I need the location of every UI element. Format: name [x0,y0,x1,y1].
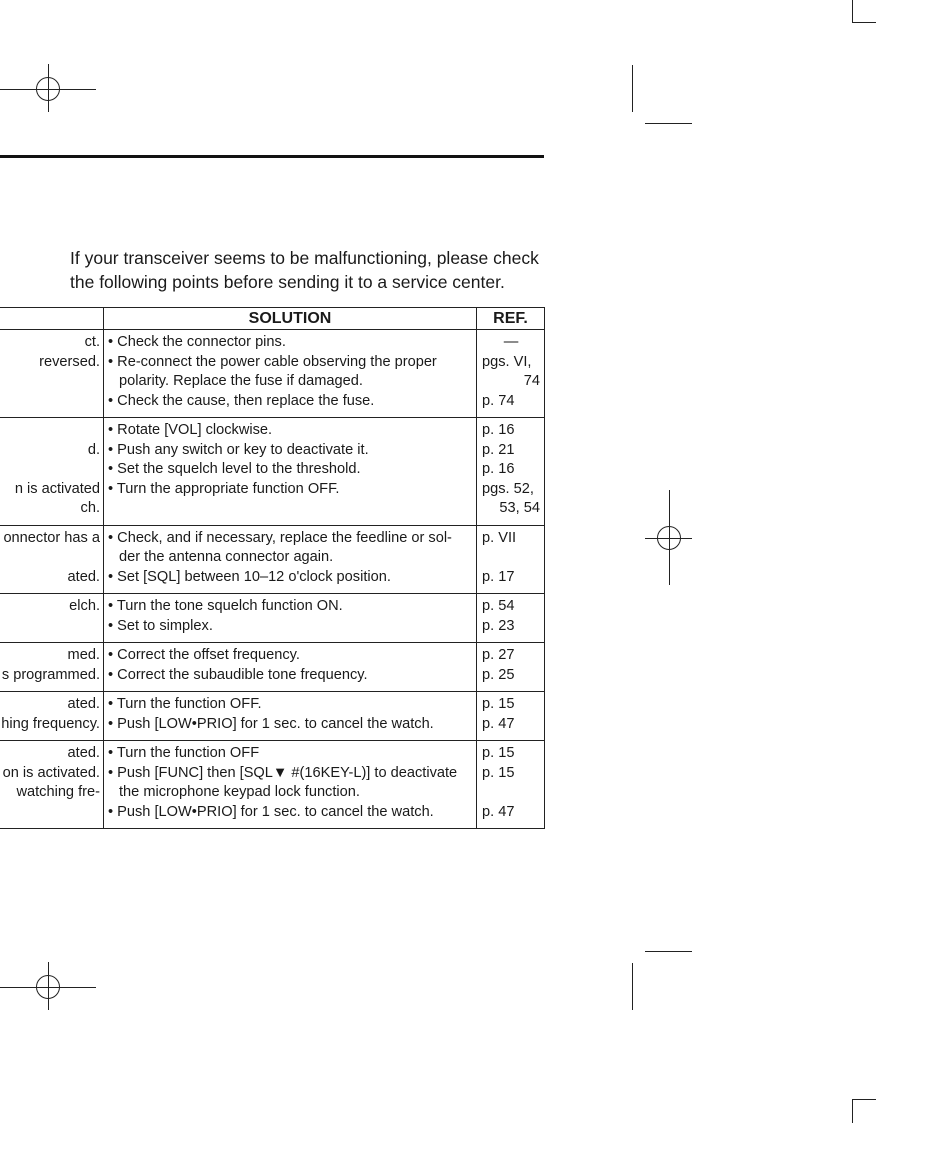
ref-line: p. 47 [482,715,515,732]
solution-line: • Turn the function OFF. [108,696,262,712]
problem-line: watching fre- [16,784,100,800]
table-row [0,525,545,594]
ref-line: — [503,334,519,350]
table-row [0,594,545,643]
solution-line: • Turn the appropriate function OFF. [108,480,340,497]
header-problem [0,308,104,330]
problem-cell [0,692,104,741]
solution-cell [104,643,477,692]
problem-line: on is activated. [2,764,100,781]
problem-line: ated. [67,745,100,761]
problem-line: elch. [69,598,100,614]
ref-line: pgs. VI, [482,353,532,370]
ref-line [482,783,540,803]
problem-cell [0,418,104,526]
ref-cell [477,643,545,692]
ref-line: p. 15 [482,745,515,761]
solution-line: • Set the squelch level to the threshold. [108,461,361,477]
solution-line: • Turn the function OFF [108,745,260,761]
ref-line: p. VII [482,529,517,546]
problem-line: d. [87,441,100,458]
ref-cell [477,741,545,829]
table-row [0,741,545,829]
solution-line: • Push [FUNC] then [SQL▼ #(16KEY-L)] to deactivate [108,764,458,781]
ref-line: p. 21 [482,441,515,458]
solution-cell [104,692,477,741]
solution-line: the microphone keypad lock function. [119,784,360,800]
problem-line: s programmed. [1,666,100,683]
problem-line: hing frequency. [1,715,100,732]
ref-line: p. 27 [482,647,515,663]
problem-line [1,803,100,823]
solution-line: • Set to simplex. [108,617,213,634]
solution-line: • Push [LOW•PRIO] for 1 sec. to cancel the watch. [108,803,434,820]
solution-line: • Turn the tone squelch function ON. [108,598,343,614]
ref-cell [477,692,545,741]
ref-line: 74 [523,373,540,389]
problem-line: onnector has a [3,529,100,546]
solution-line: • Correct the subaudible tone frequency. [108,666,368,683]
problem-line: ct. [84,334,100,350]
problem-cell [0,643,104,692]
ref-line: pgs. 52, [482,480,534,497]
header-solution: SOLUTION [104,308,477,330]
solution-line: • Push any switch or key to deactivate it. [108,441,369,458]
ref-line: p. 23 [482,617,515,634]
problem-line [1,617,100,637]
problem-cell [0,741,104,829]
ref-cell [477,418,545,526]
header-rule [0,155,544,158]
problem-line: n is activated [14,480,100,497]
solution-line: • Set [SQL] between 10–12 o'clock position. [108,568,391,585]
solution-cell [104,330,477,418]
problem-line [1,548,100,568]
problem-line [1,392,100,412]
troubleshooting-table [0,307,545,829]
solution-line: • Rotate [VOL] clockwise. [108,422,273,438]
problem-cell [0,594,104,643]
problem-line: ated. [67,696,100,712]
solution-line: polarity. Replace the fuse if damaged. [119,373,363,389]
solution-cell [104,594,477,643]
solution-line: • Check, and if necessary, replace the feedline or sol- [108,529,452,546]
ref-line: p. 16 [482,422,515,438]
intro-text [70,246,550,294]
solution-line: • Correct the offset frequency. [108,647,300,663]
ref-cell [477,525,545,594]
problem-line: reversed. [39,353,100,370]
solution-line: der the antenna connector again. [119,549,334,565]
ref-line: p. 15 [482,696,515,712]
problem-line: med. [67,647,100,663]
ref-line: p. 25 [482,666,515,683]
ref-line: p. 16 [482,461,515,477]
solution-line: • Check the cause, then replace the fuse. [108,392,375,409]
problem-cell [0,525,104,594]
problem-line [1,421,100,441]
problem-line [1,372,100,392]
table-row [0,692,545,741]
ref-line: p. 74 [482,392,515,409]
ref-line: p. 17 [482,568,515,585]
intro-line-2: the following points before sending it to a service center. [70,272,505,292]
table-row [0,330,545,418]
solution-line [108,499,472,519]
problem-line [1,460,100,480]
solution-cell [104,418,477,526]
table-header-row [0,308,545,330]
solution-cell [104,525,477,594]
ref-line [482,548,540,568]
ref-line: p. 15 [482,764,515,781]
ref-line: 53, 54 [499,500,540,516]
solution-line: • Push [LOW•PRIO] for 1 sec. to cancel the watch. [108,715,434,732]
table-row [0,418,545,526]
header-ref: REF. [477,308,545,330]
solution-line: • Re-connect the power cable observing the proper [108,353,437,370]
table-row [0,643,545,692]
ref-line: p. 47 [482,803,515,820]
problem-line: ated. [67,568,100,585]
ref-cell [477,330,545,418]
problem-line: ch. [80,500,100,516]
problem-cell [0,330,104,418]
solution-cell [104,741,477,829]
ref-line: p. 54 [482,598,515,614]
ref-cell [477,594,545,643]
intro-line-1: If your transceiver seems to be malfunctioning, please check [70,248,539,268]
solution-line: • Check the connector pins. [108,334,286,350]
